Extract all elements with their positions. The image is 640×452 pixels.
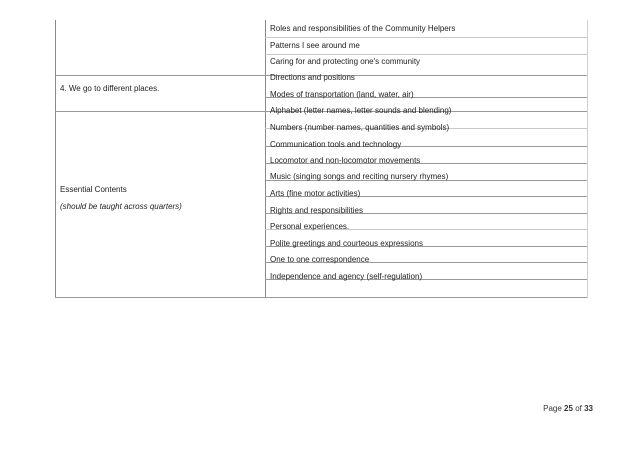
page-total: 33 (584, 404, 593, 413)
page-of: of (575, 404, 582, 413)
essential-contents-note: (should be taught across quarters) (60, 202, 182, 211)
table-row: Modes of transportation (land, water, air) (270, 90, 414, 99)
table-row: Arts (fine motor activities) (270, 189, 361, 198)
table-row: Personal experiences. (270, 222, 350, 231)
table-row: Patterns I see around me (270, 41, 360, 50)
curriculum-table (55, 20, 588, 298)
table-row: Locomotor and non-locomotor movements (270, 156, 421, 165)
table-row: Alphabet (letter names, letter sounds and blending) (270, 106, 452, 115)
page-number (543, 404, 593, 413)
row-divider (265, 54, 587, 55)
table-bottom-border (55, 297, 265, 298)
left-row-divider (55, 75, 265, 76)
table-left-border (55, 20, 56, 298)
table-right-border (587, 20, 588, 298)
table-row: One to one correspondence (270, 255, 370, 264)
table-row: Music (singing songs and reciting nursery rhymes) (270, 172, 449, 181)
table-bottom-border (265, 297, 587, 298)
table-row: Numbers (number names, quantities and symbols) (270, 123, 450, 132)
page-label: Page (543, 404, 562, 413)
table-row: Roles and responsibilities of the Community Helpers (270, 24, 456, 33)
table-row: Caring for and protecting one's community (270, 57, 421, 66)
essential-contents-title: Essential Contents (60, 185, 127, 194)
table-row: Rights and responsibilities (270, 206, 363, 215)
place-item-text: 4. We go to different places. (60, 84, 160, 93)
table-column-divider (265, 20, 266, 298)
page-current: 25 (564, 404, 573, 413)
table-row: Communication tools and technology (270, 140, 402, 149)
row-divider (265, 37, 587, 38)
table-row: Polite greetings and courteous expressions (270, 239, 423, 248)
table-row: Directions and positions (270, 73, 355, 82)
left-row-divider (55, 111, 265, 112)
table-row: Independence and agency (self-regulation) (270, 272, 423, 281)
